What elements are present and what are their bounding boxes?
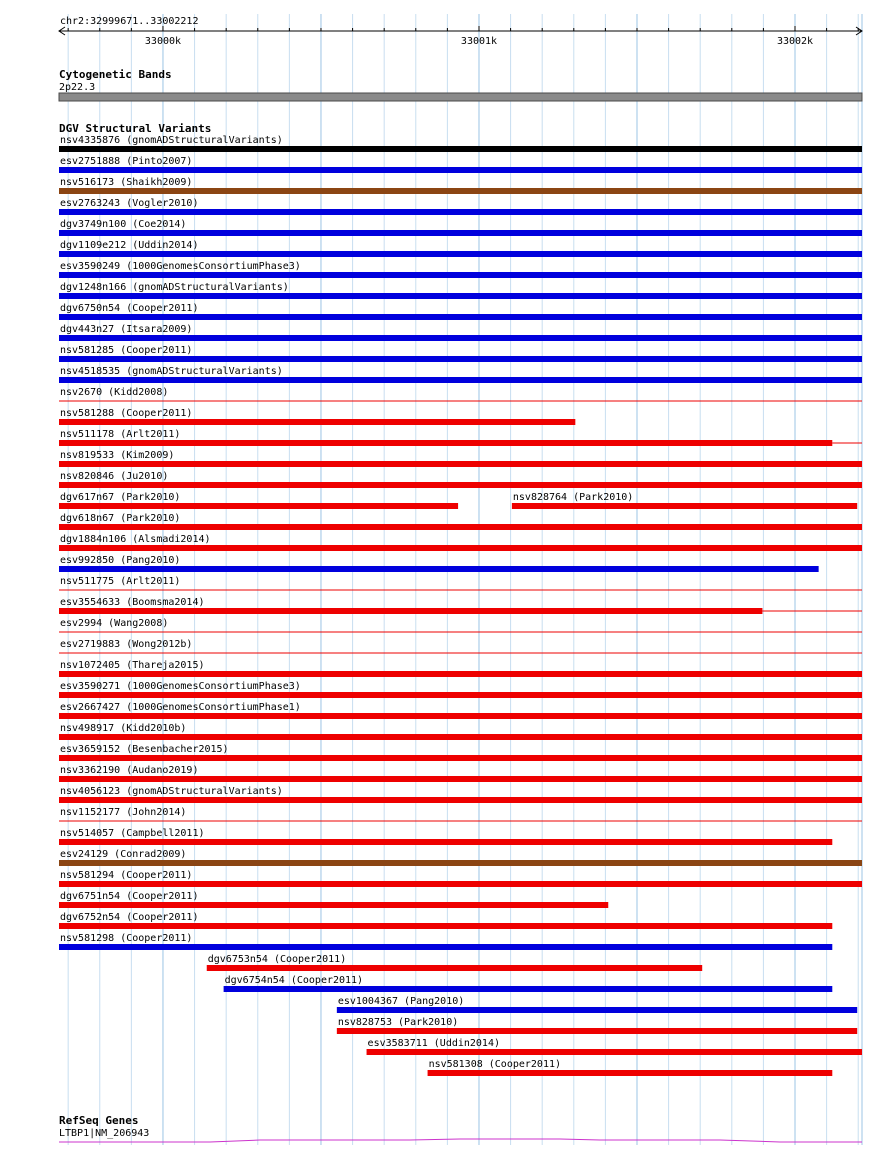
dgv-feature-bar[interactable] — [59, 188, 862, 194]
dgv-feature-label: nsv4335876 (gnomADStructuralVariants) — [60, 135, 283, 146]
dgv-feature-label: esv2719883 (Wong2012b) — [60, 639, 193, 650]
dgv-feature-label: esv2751888 (Pinto2007) — [60, 156, 193, 167]
dgv-feature[interactable] — [59, 198, 862, 215]
dgv-feature[interactable] — [59, 156, 862, 173]
dgv-feature[interactable] — [59, 219, 862, 236]
dgv-feature[interactable] — [59, 429, 862, 446]
dgv-feature-bar[interactable] — [59, 923, 832, 929]
dgv-feature-bar[interactable] — [59, 524, 862, 530]
dgv-feature[interactable] — [59, 177, 862, 194]
dgv-feature-label: nsv581288 (Cooper2011) — [60, 408, 193, 419]
dgv-feature-bar[interactable] — [59, 293, 862, 299]
dgv-feature-bar[interactable] — [59, 146, 862, 152]
dgv-feature-label: nsv828753 (Park2010) — [337, 1017, 459, 1028]
dgv-feature-label: esv24129 (Conrad2009) — [60, 849, 187, 860]
dgv-feature-bar[interactable] — [59, 461, 862, 467]
dgv-feature[interactable] — [59, 870, 862, 887]
dgv-feature[interactable] — [367, 1038, 862, 1055]
dgv-feature-label: nsv820846 (Ju2010) — [60, 471, 169, 482]
dgv-feature-label: nsv511178 (Arlt2011) — [60, 429, 181, 440]
dgv-feature[interactable] — [59, 849, 862, 866]
dgv-feature[interactable] — [59, 702, 862, 719]
dgv-feature[interactable] — [59, 555, 819, 572]
dgv-feature[interactable] — [59, 345, 862, 362]
dgv-feature-bar[interactable] — [337, 1007, 857, 1013]
dgv-feature[interactable] — [59, 240, 862, 257]
dgv-feature-bar[interactable] — [59, 419, 575, 425]
dgv-feature-label: nsv498917 (Kidd2010b) — [60, 723, 187, 734]
dgv-feature[interactable] — [59, 618, 862, 632]
dgv-feature[interactable] — [224, 975, 833, 992]
dgv-feature-bar[interactable] — [59, 335, 862, 341]
dgv-feature-bar[interactable] — [59, 671, 862, 677]
dgv-feature[interactable] — [59, 744, 862, 761]
dgv-feature[interactable] — [512, 492, 857, 509]
dgv-feature[interactable] — [337, 1017, 857, 1034]
dgv-feature-label: dgv1109e212 (Uddin2014) — [60, 240, 199, 251]
dgv-feature[interactable] — [59, 303, 862, 320]
dgv-feature[interactable] — [59, 786, 862, 803]
dgv-feature-label: nsv514057 (Campbell2011) — [60, 828, 205, 839]
dgv-feature-bar[interactable] — [59, 272, 862, 278]
dgv-feature-bar[interactable] — [59, 902, 608, 908]
dgv-feature[interactable] — [59, 492, 458, 509]
refseq-gene-label[interactable]: LTBP1|NM_206943 — [59, 1128, 150, 1139]
dgv-feature[interactable] — [59, 408, 575, 425]
dgv-feature-label: nsv581298 (Cooper2011) — [60, 933, 193, 944]
dgv-feature[interactable] — [59, 912, 832, 929]
dgv-feature[interactable] — [207, 954, 702, 971]
dgv-feature-bar[interactable] — [207, 965, 702, 971]
dgv-feature[interactable] — [59, 135, 862, 152]
dgv-feature-label: nsv511775 (Arlt2011) — [60, 576, 181, 587]
dgv-feature-label: nsv581285 (Cooper2011) — [60, 345, 193, 356]
dgv-feature-label: esv3590249 (1000GenomesConsortiumPhase3) — [60, 261, 301, 272]
dgv-feature-label: nsv516173 (Shaikh2009) — [60, 177, 193, 188]
dgv-feature[interactable] — [59, 261, 862, 278]
dgv-feature-bar[interactable] — [224, 986, 833, 992]
dgv-feature-label: dgv6751n54 (Cooper2011) — [60, 891, 199, 902]
dgv-feature-label: nsv4056123 (gnomADStructuralVariants) — [60, 786, 283, 797]
dgv-feature[interactable] — [428, 1059, 833, 1076]
track-title-dgv: DGV Structural Variants — [59, 122, 212, 135]
dgv-feature-label: esv2667427 (1000GenomesConsortiumPhase1) — [60, 702, 301, 713]
dgv-feature[interactable] — [59, 828, 832, 845]
dgv-feature[interactable] — [59, 534, 862, 551]
track-title-refseq: RefSeq Genes — [59, 1114, 139, 1127]
dgv-feature-bar[interactable] — [59, 377, 862, 383]
dgv-feature-label: dgv443n27 (Itsara2009) — [60, 324, 193, 335]
dgv-feature-label: nsv581308 (Cooper2011) — [428, 1059, 562, 1070]
dgv-feature-label: nsv581294 (Cooper2011) — [60, 870, 193, 881]
dgv-feature-bar[interactable] — [512, 503, 857, 509]
dgv-feature[interactable] — [59, 450, 862, 467]
refseq-gene-line[interactable] — [59, 1139, 862, 1142]
dgv-feature[interactable] — [337, 996, 857, 1013]
dgv-feature-bar[interactable] — [367, 1049, 862, 1055]
cytoband-label: 2p22.3 — [59, 82, 96, 93]
dgv-feature-label: nsv4518535 (gnomADStructuralVariants) — [60, 366, 283, 377]
dgv-feature-bar[interactable] — [59, 167, 862, 173]
dgv-feature-bar[interactable] — [59, 713, 862, 719]
dgv-feature-bar[interactable] — [59, 251, 862, 257]
dgv-feature[interactable] — [59, 576, 862, 590]
dgv-feature-bar[interactable] — [337, 1028, 857, 1034]
dgv-feature-label: nsv1072405 (Thareja2015) — [60, 660, 205, 671]
dgv-feature[interactable] — [59, 639, 862, 653]
dgv-feature-bar[interactable] — [59, 230, 862, 236]
dgv-feature[interactable] — [59, 807, 862, 821]
dgv-feature-bar[interactable] — [59, 566, 819, 572]
dgv-feature-bar[interactable] — [59, 839, 832, 845]
dgv-feature-bar[interactable] — [59, 797, 862, 803]
dgv-feature-bar[interactable] — [59, 881, 862, 887]
dgv-feature-bar[interactable] — [59, 545, 862, 551]
dgv-feature-label: esv3590271 (1000GenomesConsortiumPhase3) — [60, 681, 301, 692]
dgv-feature-label: dgv617n67 (Park2010) — [60, 492, 181, 503]
dgv-feature-label: dgv6750n54 (Cooper2011) — [60, 303, 199, 314]
cytoband-bar[interactable] — [59, 93, 862, 101]
dgv-feature-label: nsv2670 (Kidd2008) — [60, 387, 169, 398]
dgv-feature-label: dgv1884n106 (Alsmadi2014) — [60, 534, 211, 545]
dgv-feature-bar[interactable] — [428, 1070, 833, 1076]
dgv-feature-label: esv3659152 (Besenbacher2015) — [60, 744, 229, 755]
dgv-feature-bar[interactable] — [59, 608, 762, 614]
dgv-feature-label: dgv6753n54 (Cooper2011) — [207, 954, 347, 965]
dgv-feature-label: esv3583711 (Uddin2014) — [367, 1038, 501, 1049]
dgv-feature[interactable] — [59, 366, 862, 383]
dgv-feature[interactable] — [59, 660, 862, 677]
dgv-feature[interactable] — [59, 891, 608, 908]
dgv-feature-label: esv2994 (Wang2008) — [60, 618, 169, 629]
dgv-feature-bar[interactable] — [59, 860, 862, 866]
dgv-feature[interactable] — [59, 933, 832, 950]
dgv-feature-label: nsv819533 (Kim2009) — [60, 450, 175, 461]
dgv-feature-bar[interactable] — [59, 755, 862, 761]
dgv-feature[interactable] — [59, 765, 862, 782]
scale-ruler — [59, 26, 862, 47]
dgv-feature-label: nsv1152177 (John2014) — [60, 807, 187, 818]
dgv-feature-bar[interactable] — [59, 776, 862, 782]
dgv-feature[interactable] — [59, 513, 862, 530]
dgv-feature-label: nsv3362190 (Audano2019) — [60, 765, 199, 776]
ruler-tick-label: 33000k — [144, 36, 182, 47]
dgv-feature-bar[interactable] — [59, 482, 862, 488]
dgv-feature[interactable] — [59, 723, 862, 740]
dgv-feature-label: esv992850 (Pang2010) — [60, 555, 181, 566]
dgv-feature-bar[interactable] — [59, 734, 862, 740]
dgv-feature-label: dgv1248n166 (gnomADStructuralVariants) — [60, 282, 289, 293]
dgv-feature-label: nsv828764 (Park2010) — [512, 492, 634, 503]
ruler-tick-label: 33002k — [776, 36, 814, 47]
dgv-feature[interactable] — [59, 282, 862, 299]
dgv-feature-bar[interactable] — [59, 356, 862, 362]
ruler-tick-label: 33001k — [460, 36, 498, 47]
region-label: chr2:32999671..33002212 — [60, 16, 199, 27]
dgv-feature-label: dgv3749n100 (Coe2014) — [60, 219, 187, 230]
dgv-feature-bar[interactable] — [59, 440, 832, 446]
dgv-feature-bar[interactable] — [59, 944, 832, 950]
dgv-feature-label: dgv618n67 (Park2010) — [60, 513, 181, 524]
dgv-feature-label: esv2763243 (Vogler2010) — [60, 198, 199, 209]
dgv-track — [59, 135, 862, 1076]
dgv-feature[interactable] — [59, 681, 862, 698]
dgv-feature-bar[interactable] — [59, 692, 862, 698]
track-title-cytoband: Cytogenetic Bands — [59, 68, 172, 81]
dgv-feature-label: esv1004367 (Pang2010) — [337, 996, 465, 1007]
dgv-feature[interactable] — [59, 597, 862, 614]
dgv-feature-label: dgv6752n54 (Cooper2011) — [60, 912, 199, 923]
dgv-feature-label: esv3554633 (Boomsma2014) — [60, 597, 205, 608]
dgv-feature[interactable] — [59, 471, 862, 488]
dgv-feature-bar[interactable] — [59, 209, 862, 215]
dgv-feature-bar[interactable] — [59, 314, 862, 320]
dgv-feature[interactable] — [59, 324, 862, 341]
dgv-feature[interactable] — [59, 387, 862, 401]
dgv-feature-label: dgv6754n54 (Cooper2011) — [224, 975, 364, 986]
dgv-feature-bar[interactable] — [59, 503, 458, 509]
